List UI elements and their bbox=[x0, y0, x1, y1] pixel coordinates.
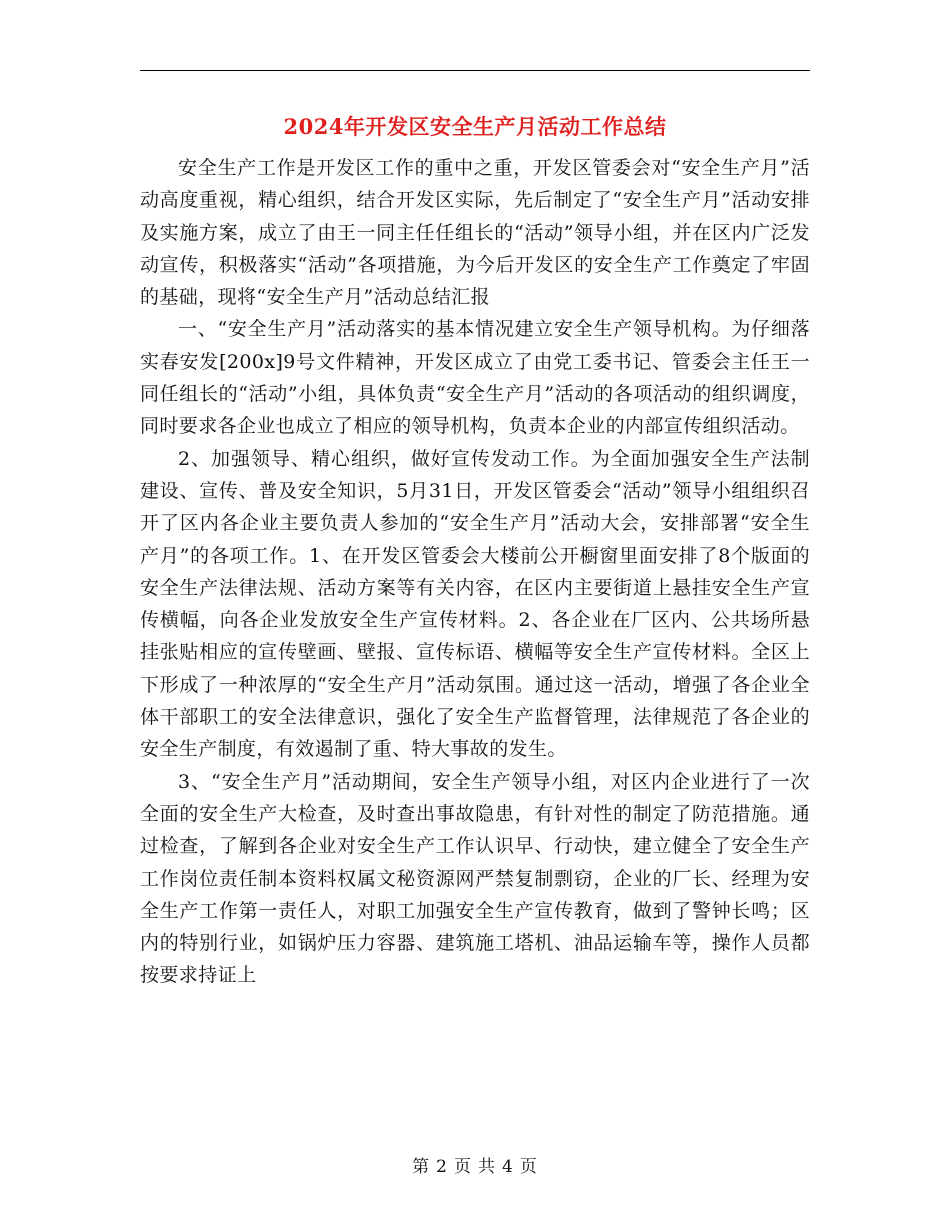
paragraph-section-2: 2、加强领导、精心组织，做好宣传发动工作。为全面加强安全生产法制建设、宣传、普及安全知识，5月31日，开发区管委会“活动”领导小组组织召开了区内各企业主要负责人参加的“安全生产月”活动大会，安排部署“安全生产月”的各项工作。1、在开发区管委会大楼前公开橱窗里面安排了8个版面的安全生产法律法规、活动方案等有关内容，在区内主要街道上悬挂安全生产宣传横幅，向各企业发放安全生产宣传材料。2、各企业在厂区内、公共场所悬挂张贴相应的宣传壁画、壁报、宣传标语、横幅等安全生产宣传材料。全区上下形成了一种浓厚的“安全生产月”活动氛围。通过这一活动，增强了各企业全体干部职工的安全法律意识，强化了安全生产监督管理，法律规范了各企业的安全生产制度，有效遏制了重、特大事故的发生。 bbox=[140, 447, 810, 761]
paragraph-section-3: 3、“安全生产月”活动期间，安全生产领导小组，对区内企业进行了一次全面的安全生产大检查，及时查出事故隐患，有针对性的制定了防范措施。通过检查，了解到各企业对安全生产工作认识早、行动快，建立健全了安全生产工作岗位责任制本资料权属文秘资源网严禁复制剽窃，企业的厂长、经理为安全生产工作第一责任人，对职工加强安全生产宣传教育，做到了警钟长鸣；区内的特别行业，如锅炉压力容器、建筑施工塔机、油品运输车等，操作人员都按要求持证上 bbox=[140, 770, 810, 987]
footer-total-pages: 4 bbox=[502, 1157, 514, 1177]
header-rule bbox=[140, 70, 810, 71]
footer-prefix: 第 bbox=[412, 1157, 431, 1177]
document-title: 2024年开发区安全生产月活动工作总结 bbox=[283, 114, 667, 139]
footer-total-prefix: 共 bbox=[478, 1157, 496, 1177]
footer-page-unit: 页 bbox=[454, 1157, 472, 1177]
paragraph-intro: 安全生产工作是开发区工作的重中之重，开发区管委会对“安全生产月”活动高度重视，精心组织，结合开发区实际，先后制定了“安全生产月”活动安排及实施方案，成立了由王一同主任任组长的“活动”领导小组，并在区内广泛发动宣传，积极落实“活动”各项措施，为今后开发区的安全生产工作奠定了牢固的基础，现将“安全生产月”活动总结汇报 bbox=[140, 157, 810, 309]
page-footer bbox=[140, 1152, 810, 1177]
footer-page-number: 2 bbox=[436, 1157, 448, 1177]
footer-total-unit: 页 bbox=[519, 1157, 538, 1177]
paragraph-section-1: 一、“安全生产月”活动落实的基本情况建立安全生产领导机构。为仔细落实春安发[200x]9号文件精神，开发区成立了由党工委书记、管委会主任王一同任组长的“活动”小组，具体负责“安全生产月”活动的各项活动的组织调度，同时要求各企业也成立了相应的领导机构，负责本企业的内部宣传组织活动。 bbox=[140, 318, 810, 438]
document-body bbox=[140, 152, 810, 992]
